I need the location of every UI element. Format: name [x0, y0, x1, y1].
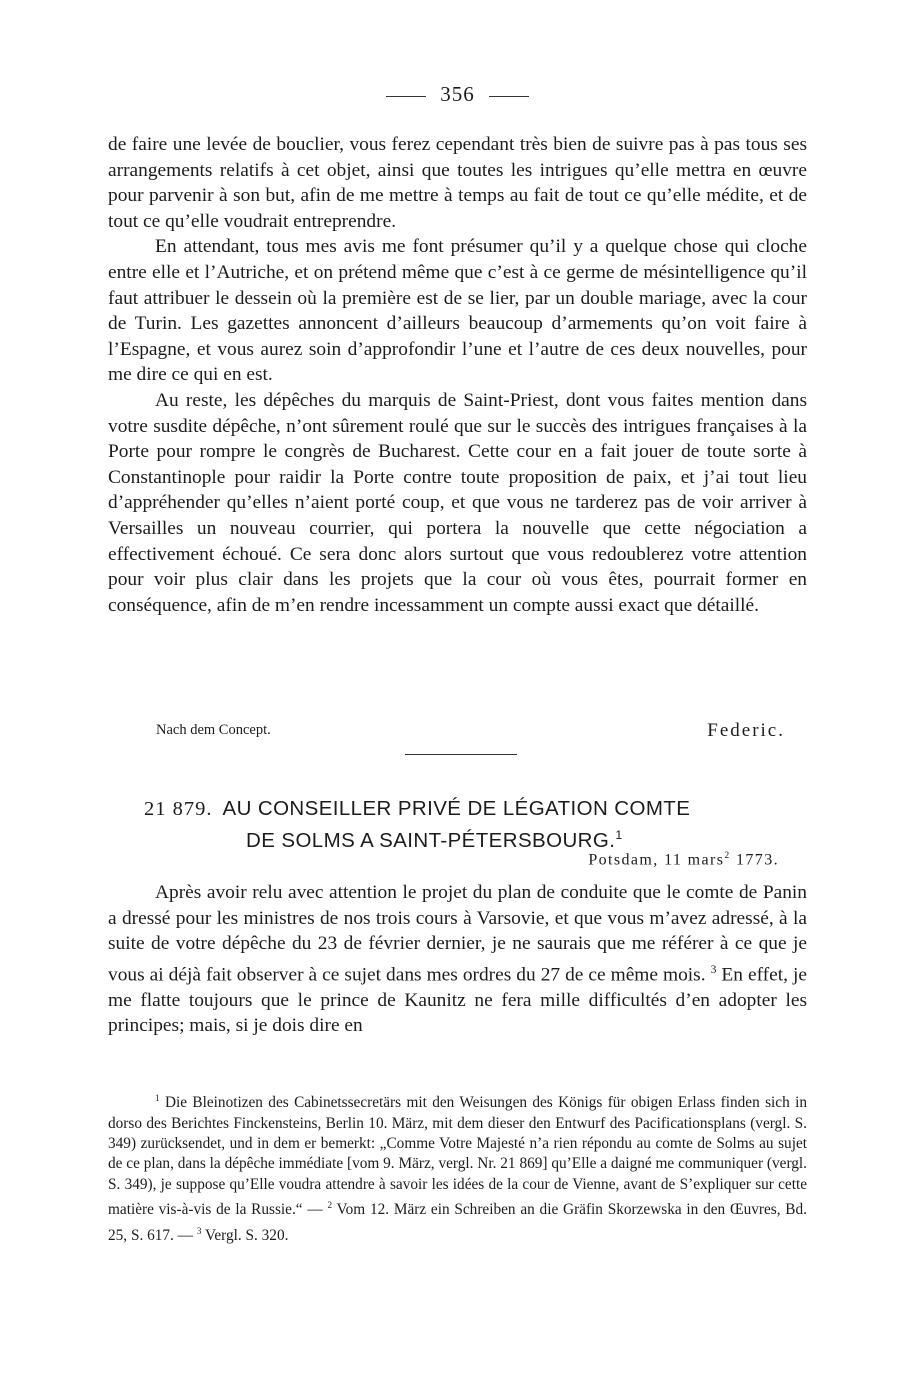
letter-heading	[144, 796, 784, 854]
footnote-text: Die Bleinotizen des Cabinetssecretärs mit den Weisungen des Königs für obigen Erlass finden sich in dorso des Berichtes Finckensteins, Berlin 10. März, mit dem dieser den Entwurf des Pacificationsplans (vergl. S. 349) zurücksendet, und in dem er bemerkt: „Comme Votre Majesté n’a rien répondu au comte de Solms au sujet de ce plan, dans la dépêche immédiate [vom 9. März, vergl. Nr. 21 869] qu’Elle a daigné me communiquer (vergl. S. 349), je suppose qu’Elle voudra attendre à savoir les idées de la cour de Vienne, avant de S’expliquer sur cette matière vis-à-vis de la Russie.“ —	[108, 1094, 808, 1219]
letter-date	[588, 850, 779, 869]
footnote-mark: 3	[196, 1225, 202, 1236]
text-segment: Après avoir relu avec attention le projet du plan de conduite que le comte de Panin a dressé pour les ministres de nos trois cours à Varsovie, et que vous m’avez adressé, à la suite de votre dépêche du 23 de février dernier, je ne saurais que me référer à ce que je vous ai déjà fait observer à ce sujet dans mes ordres du 27 de ce même mois.	[108, 882, 807, 986]
paragraph: de faire une levée de bouclier, vous ferez cependant très bien de suivre pas à pas tous ses arrangements relatifs à cet objet, ainsi que toutes les intrigues qu’elle mettra en œuvre pour parvenir à son but, afin de me mettre à temps au fait de tout ce qu’elle médite, et de tout ce qu’elle voudrait entreprendre.	[108, 134, 807, 232]
date-place: Potsdam,	[588, 851, 659, 869]
header-rule-right	[489, 96, 529, 97]
letter-closing	[108, 720, 807, 742]
letter-body	[108, 880, 807, 1039]
footnote-ref: 1	[615, 828, 623, 842]
footnotes	[108, 1088, 807, 1246]
heading-text-2: DE SOLMS A SAINT-PÉTERSBOURG.	[246, 828, 616, 852]
page-number-header	[108, 82, 807, 107]
footnote-ref: 3	[710, 962, 717, 976]
paragraph: Au reste, les dépêches du marquis de Saint-Priest, dont vous faites mention dans votre susdite dépêche, n’ont sûrement roulé que sur le succès des intrigues françaises à la Porte pour rompre le congrès de Bucharest. Cette cour en a fait jouer de toute sorte à Constantinople pour raidir la Porte contre toute proposition de paix, et j’ai tout lieu d’appréhender qu’elles n’aient porté coup, et que vous ne tarderez pas de voir arriver à Versailles un nouveau courrier, qui portera la nouvelle que cette négociation a effectivement échoué. Ce sera donc alors surtout que vous redoublerez votre attention pour voir plus clair dans les projets que la cour où vous êtes, pourrait former en conséquence, afin de m’en rendre incessamment un compte aussi exact que détaillé.	[108, 389, 807, 616]
footnote	[108, 1088, 807, 1246]
heading-line-1	[144, 796, 784, 822]
date-year: 1773.	[736, 851, 779, 869]
continued-letter-text	[108, 132, 807, 618]
date-day-month: 11 mars	[664, 851, 725, 869]
signature: Federic.	[707, 720, 785, 741]
section-divider	[405, 754, 517, 755]
paragraph: En attendant, tous mes avis me font présumer qu’il y a quelque chose qui cloche entre elle et l’Autriche, et on prétend même que c’est à ce germe de mésintelligence qu’il faut attribuer le dessein où la première est de se lier, par un double mariage, avec la cour de Turin. Les gazettes annoncent d’ailleurs beaucoup d’armements qu’on voit faire à l’Espagne, et vous aurez soin d’approfondir l’une et l’autre de ces deux nouvelles, pour me dire ce qui en est.	[108, 236, 807, 386]
page-number: 356	[440, 82, 475, 106]
footnote-ref: 2	[724, 850, 731, 861]
heading-text-1: AU CONSEILLER PRIVÉ DE LÉGATION COMTE	[222, 797, 691, 820]
footnote-mark: 2	[327, 1200, 333, 1211]
text-segment: En effet, je me flatte toujours que le prince de Kaunitz ne fera mille difficultés d’en adopter les principes; mais, si je dois dire en	[108, 964, 807, 1037]
header-rule-left	[386, 96, 426, 97]
footnote-mark: 1	[155, 1093, 160, 1103]
footnote-text: Vergl. S. 320.	[204, 1226, 289, 1244]
paragraph	[108, 880, 807, 1039]
footnote-text: Vom 12. März ein Schreiben an die Gräfin Skorzewska in den Œuvres, Bd. 25, S. 617. —	[108, 1201, 807, 1244]
source-note: Nach dem Concept.	[156, 722, 271, 738]
letter-number: 21 879.	[144, 798, 213, 820]
